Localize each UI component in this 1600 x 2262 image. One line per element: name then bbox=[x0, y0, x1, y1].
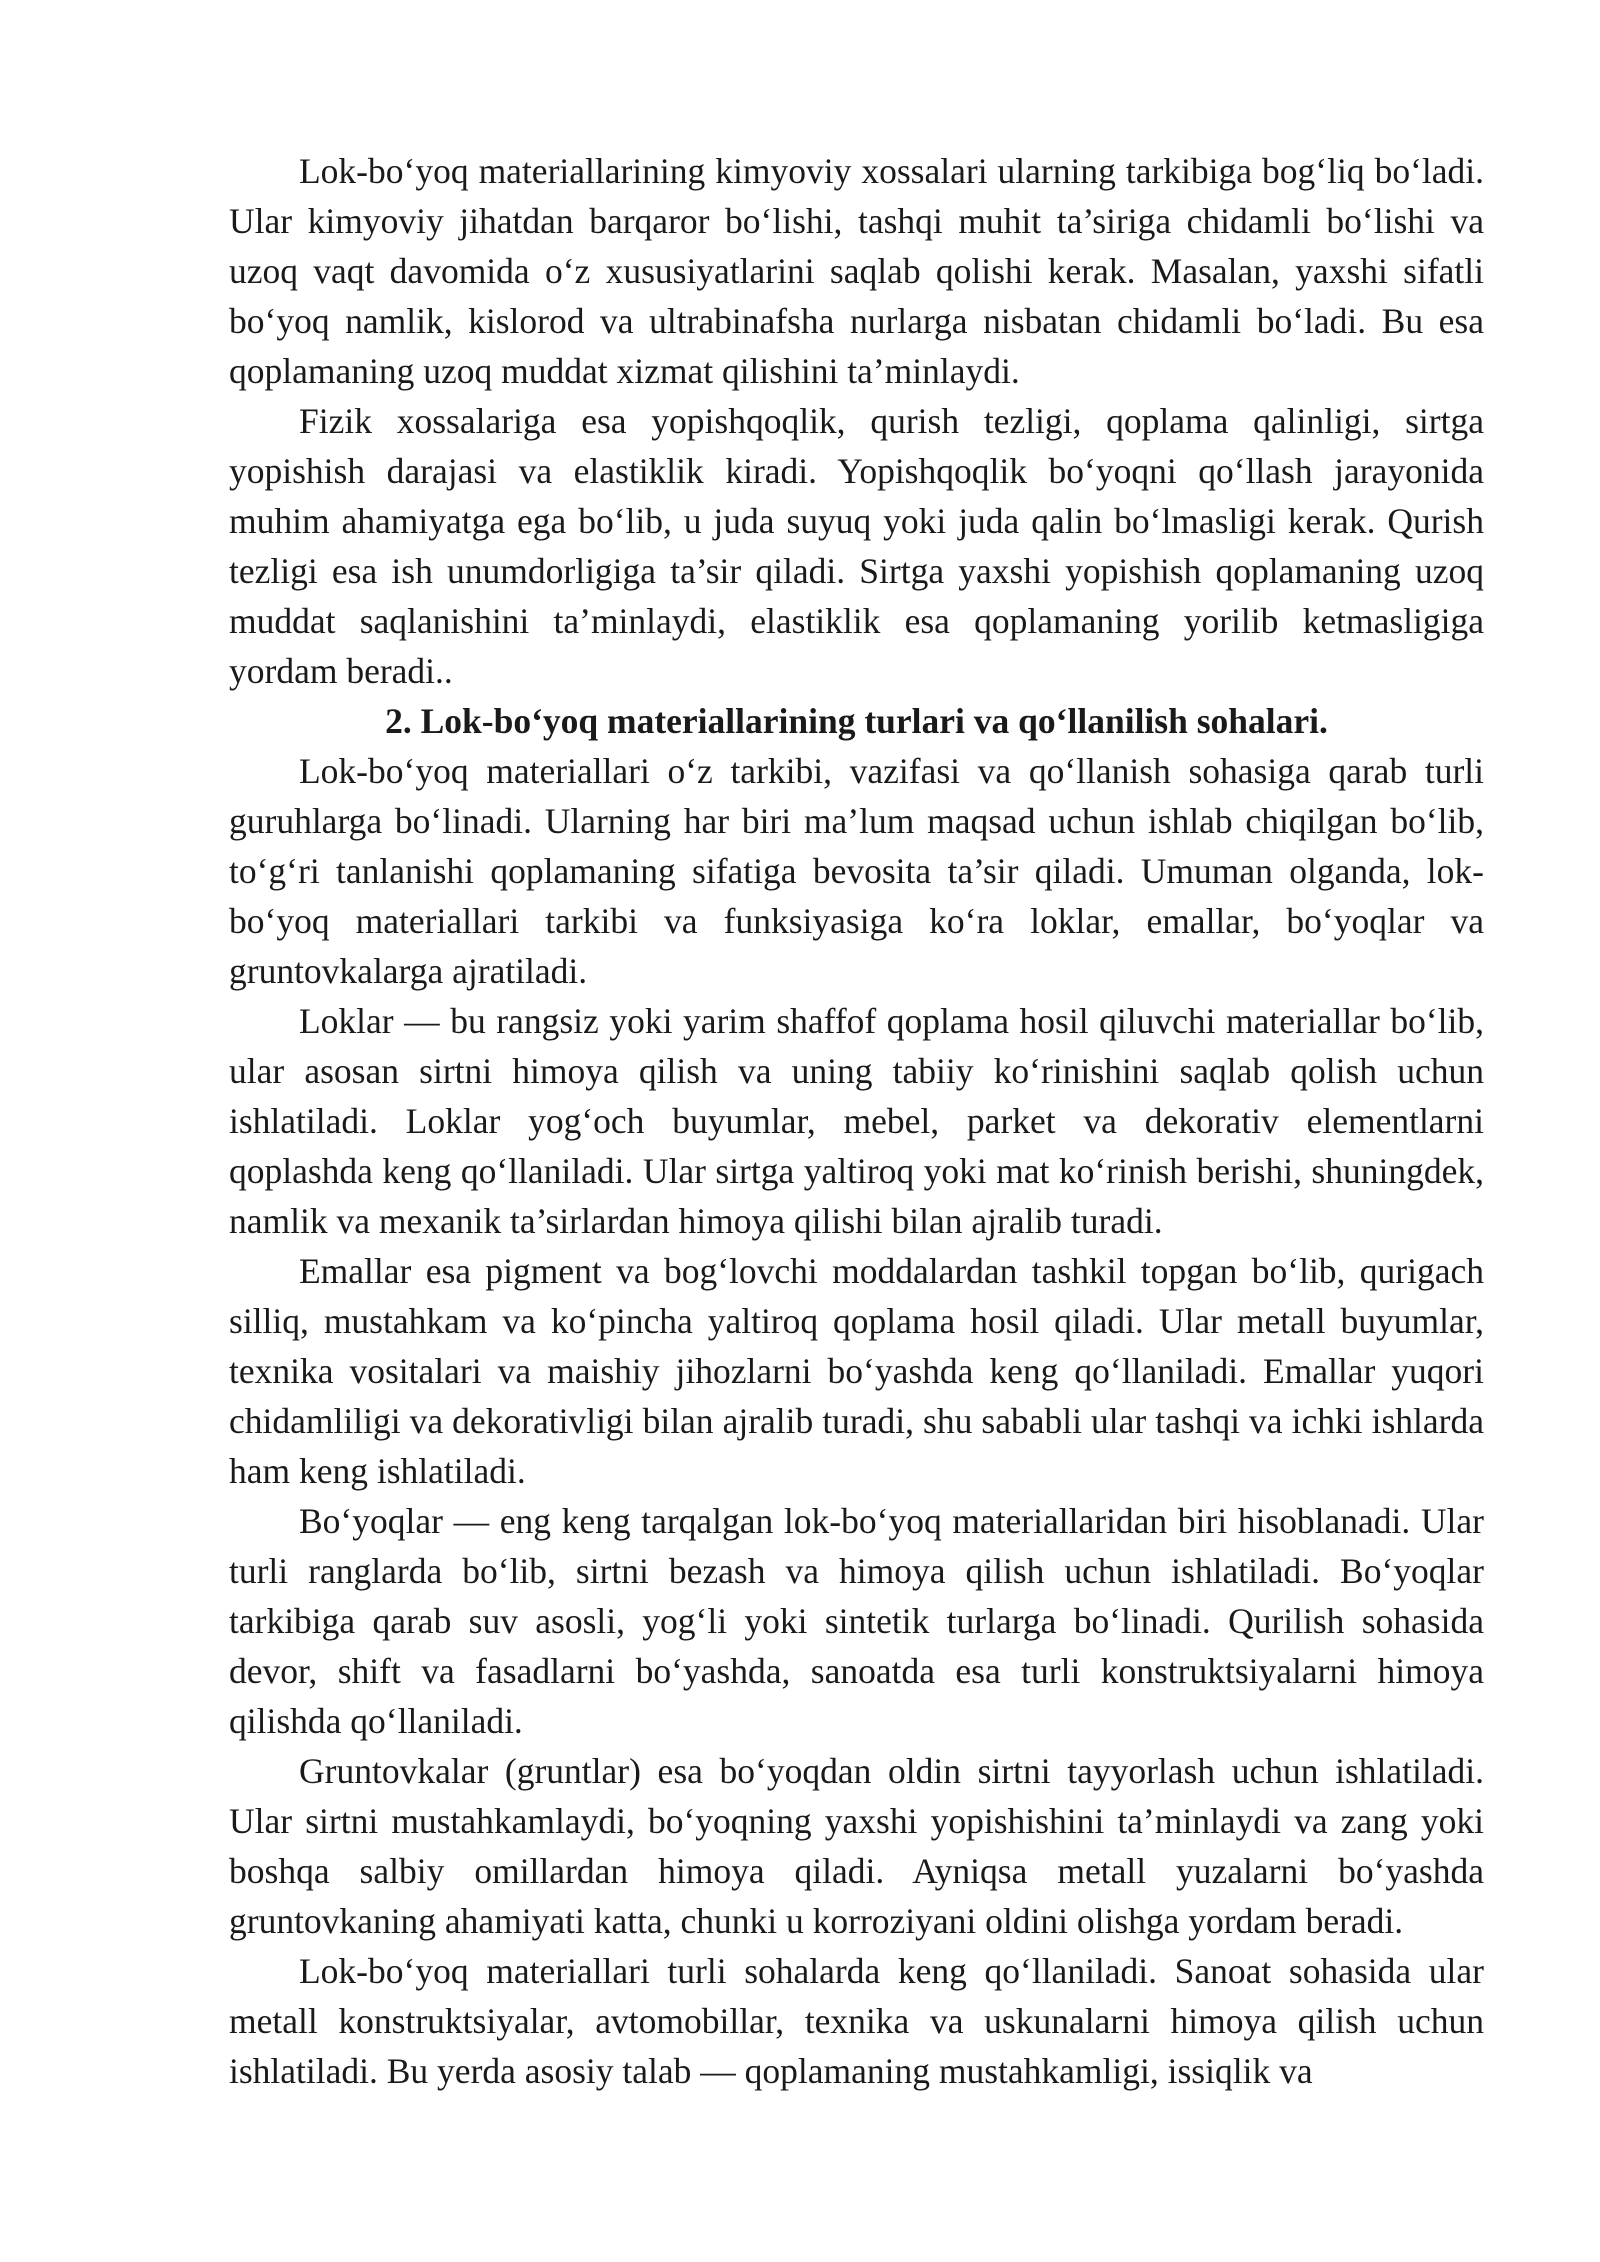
section-heading: 2. Lok-bo‘yoq materiallarining turlari va qo‘llanilish sohalari. bbox=[385, 701, 1328, 741]
paragraph-loklar: Loklar — bu rangsiz yoki yarim shaffof qoplama hosil qiluvchi materiallar bo‘lib, ular asosan sirtni himoya qilish va uning tabiiy ko‘rinishini saqlab qolish uchun ishlatiladi. Loklar yog‘och buyumlar, mebel, parket va dekorativ elementlarni qoplashda keng qo‘llaniladi. Ular sirtga yaltiroq yoki mat ko‘rinish berishi, shuningdek, namlik va mexanik ta’sirlardan himoya qilishi bilan ajralib turadi. bbox=[229, 1001, 1484, 1241]
paragraph-boyoqlar: Bo‘yoqlar — eng keng tarqalgan lok-bo‘yoq materiallaridan biri hisoblanadi. Ular turli ranglarda bo‘lib, sirtni bezash va himoya qilish uchun ishlatiladi. Bo‘yoqlar tarkibiga qarab suv asosli, yog‘li yoki sintetik turlarga bo‘linadi. Qurilish sohasida devor, shift va fasadlarni bo‘yashda, sanoatda esa turli konstruktsiyalarni himoya qilishda qo‘llaniladi. bbox=[229, 1501, 1484, 1741]
paragraph-chemical-properties: Lok-bo‘yoq materiallarining kimyoviy xossalari ularning tarkibiga bog‘liq bo‘ladi. Ular kimyoviy jihatdan barqaror bo‘lishi, tashqi muhit ta’siriga chidamli bo‘lishi va uzoq vaqt davomida o‘z xususiyatlarini saqlab qolishi kerak. Masalan, yaxshi sifatli bo‘yoq namlik, kislorod va ultrabinafsha nurlarga nisbatan chidamli bo‘ladi. Bu esa qoplamaning uzoq muddat xizmat qilishini ta’minlaydi. bbox=[229, 151, 1484, 391]
paragraph-applications: Lok-bo‘yoq materiallari turli sohalarda keng qo‘llaniladi. Sanoat sohasida ular metall konstruktsiyalar, avtomobillar, texnika va uskunalarni himoya qilish uchun ishlatiladi. Bu yerda asosiy talab — qoplamaning mustahkamligi, issiqlik va bbox=[229, 1951, 1484, 2091]
document-page bbox=[229, 146, 1484, 2096]
paragraph-emallar: Emallar esa pigment va bog‘lovchi moddalardan tashkil topgan bo‘lib, qurigach silliq, mustahkam va ko‘pincha yaltiroq qoplama hosil qiladi. Ular metall buyumlar, texnika vositalari va maishiy jihozlarni bo‘yashda keng qo‘llaniladi. Emallar yuqori chidamliligi va dekorativligi bilan ajralib turadi, shu sababli ular tashqi va ichki ishlarda ham keng ishlatiladi. bbox=[229, 1251, 1484, 1491]
paragraph-classification: Lok-bo‘yoq materiallari o‘z tarkibi, vazifasi va qo‘llanish sohasiga qarab turli guruhlarga bo‘linadi. Ularning har biri ma’lum maqsad uchun ishlab chiqilgan bo‘lib, to‘g‘ri tanlanishi qoplamaning sifatiga bevosita ta’sir qiladi. Umuman olganda, lok-bo‘yoq materiallari tarkibi va funksiyasiga ko‘ra loklar, emallar, bo‘yoqlar va gruntovkalarga ajratiladi. bbox=[229, 751, 1484, 991]
paragraph-gruntovkalar: Gruntovkalar (gruntlar) esa bo‘yoqdan oldin sirtni tayyorlash uchun ishlatiladi. Ular sirtni mustahkamlaydi, bo‘yoqning yaxshi yopishishini ta’minlaydi va zang yoki boshqa salbiy omillardan himoya qiladi. Ayniqsa metall yuzalarni bo‘yashda gruntovkaning ahamiyati katta, chunki u korroziyani oldini olishga yordam beradi. bbox=[229, 1751, 1484, 1941]
paragraph-physical-properties: Fizik xossalariga esa yopishqoqlik, qurish tezligi, qoplama qalinligi, sirtga yopishish darajasi va elastiklik kiradi. Yopishqoqlik bo‘yoqni qo‘llash jarayonida muhim ahamiyatga ega bo‘lib, u juda suyuq yoki juda qalin bo‘lmasligi kerak. Qurish tezligi esa ish unumdorligiga ta’sir qiladi. Sirtga yaxshi yopishish qoplamaning uzoq muddat saqlanishini ta’minlaydi, elastiklik esa qoplamaning yorilib ketmasligiga yordam beradi.. bbox=[229, 401, 1484, 691]
